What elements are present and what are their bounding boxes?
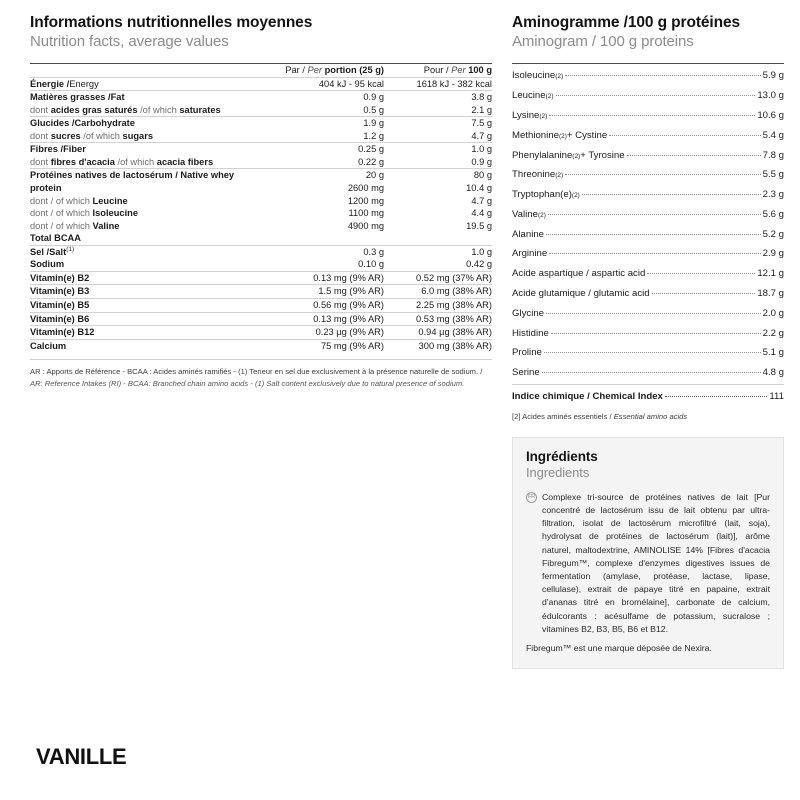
leader-dots [652, 293, 756, 294]
table-row [30, 232, 492, 245]
leader-dots [546, 313, 761, 314]
leader-dots [542, 372, 761, 373]
ingredients-text: Complexe tri-source de protéines natives de lait [Pur concentré de lactosérum issu de lait obtenu par ultra-filtration, isolat de lactosérum microfiltré (lait, soja), hydrolysat de protéines de lactosérum (lait)], arôme naturel, maltodextrine, AMINOLISE 14% [Fibres d'acacia Fibregum™, complexe d'enzymes digestives issues de fermentation (amylase, protéase, lactase, lipase, cellulase), extrait de papaye titré en papaine, extrait d'ananas titré en bromélaine], carbonate de calcium, édulcorants : acésulfame de potassium, sucralose ; vitamines B2, B3, B5, B6 et B12. [542, 491, 770, 634]
row-label-energy: Énergie /Energy [30, 77, 266, 91]
col-header-label [30, 64, 266, 78]
amino-name: Alanine [512, 228, 545, 240]
table-row [30, 77, 492, 91]
list-item [512, 363, 784, 383]
table-row [30, 156, 492, 169]
row-value-bcaa-100g: 19.5 g [466, 220, 492, 231]
row-value-protein-portion: 20 g [266, 169, 384, 182]
amino-name: Lysine [512, 109, 540, 121]
row-label-vitamin-b12: Vitamin(e) B12 [30, 326, 266, 340]
amino-value: 5.4 g [762, 129, 784, 141]
col-header-per-portion: Par / Per portion (25 g) [266, 64, 384, 78]
row-value-fiber-portion: 0.25 g [266, 143, 384, 156]
list-item [512, 145, 784, 165]
amino-sup: (2) [539, 112, 548, 120]
ingredients-panel [512, 437, 784, 670]
row-value-leucine-100g: 10.4 g [466, 182, 492, 193]
leader-dots [549, 115, 755, 116]
fr-flag-icon: FR [526, 492, 537, 503]
row-value-sugars-portion: 1.2 g [363, 130, 384, 141]
nutrition-footnote [30, 359, 492, 389]
aminogram-footnote [512, 412, 784, 423]
leader-dots [556, 95, 756, 96]
footnote-en: AR: Reference Intakes (RI) - BCAA: Branched chain amino acids - (1) Salt content exclusively due to natural presence of sodium. [30, 378, 465, 388]
amino-name: Threonine [512, 169, 556, 181]
amino-name: Tryptophan(e) [512, 189, 572, 201]
amino-value: 10.6 g [757, 109, 784, 121]
row-value-b12-portion: 0.23 µg (9% AR) [266, 326, 384, 340]
amino-name: Acide aspartique / aspartic acid [512, 268, 646, 280]
amino-name: Serine [512, 367, 540, 379]
row-label-vitamin-b3: Vitamin(e) B3 [30, 285, 266, 299]
list-item [512, 303, 784, 323]
table-row [30, 298, 492, 312]
leader-dots [548, 214, 761, 215]
aminogram-column [512, 14, 784, 669]
ingredients-title-fr: Ingrédients [526, 448, 598, 464]
leader-dots [565, 75, 761, 76]
amino-sup: (2) [572, 152, 581, 160]
trademark-note: Fibregum™ est une marque déposée de Nexira. [526, 643, 712, 654]
leader-dots [546, 234, 761, 235]
nutrition-title-fr: Informations nutritionnelles moyennes [30, 14, 313, 31]
row-value-sugars-100g: 4.7 g [471, 130, 492, 141]
nutrition-table [30, 63, 492, 352]
amino-value: 7.8 g [762, 149, 784, 161]
table-row [30, 207, 492, 220]
amino-name: Histidine [512, 327, 549, 339]
list-item [512, 125, 784, 145]
amino-value: 2.3 g [762, 189, 784, 201]
row-value-valine-portion: 1100 mg [348, 208, 384, 219]
amino-name: Methionine [512, 129, 559, 141]
list-item [512, 106, 784, 126]
row-value-fiber-100g: 1.0 g [384, 143, 492, 156]
amino-sup: (2) [537, 211, 546, 219]
amino-value: 5.2 g [762, 228, 784, 240]
amino-value: 5.6 g [762, 208, 784, 220]
aminogram-footnote-en: Essential amino acids [613, 411, 688, 421]
row-value-b12-100g: 0.94 µg (38% AR) [384, 326, 492, 340]
amino-value: 5.5 g [762, 169, 784, 181]
row-label-fat: Matières grasses /Fat [30, 91, 266, 104]
footnote-fr: AR : Apports de Référence - BCAA : Acides aminés ramifiés - (1) Teneur en sel due exclusivement à la présence naturelle de sodium. / [30, 367, 483, 377]
row-label-vitamin-b5: Vitamin(e) B5 [30, 298, 266, 312]
amino-name: Isoleucine [512, 70, 556, 82]
row-label-isoleucine: dont / of which Isoleucine [30, 208, 139, 219]
row-label-salt: Sel /Salt$^{(1)}$ [30, 245, 266, 258]
row-value-bcaa-spacer1 [266, 232, 384, 245]
list-item [512, 205, 784, 225]
chemical-index-label: Indice chimique / Chemical Index [512, 390, 663, 402]
amino-value: 2.9 g [762, 248, 784, 260]
amino-value: 18.7 g [757, 288, 784, 300]
amino-value: 5.9 g [762, 70, 784, 82]
salt-footnote-marker: (1) [66, 245, 75, 253]
list-item [512, 264, 784, 284]
row-value-protein-100g: 80 g [384, 169, 492, 182]
row-label-whey-protein-cont: protein [30, 182, 62, 193]
table-row [30, 245, 492, 258]
amino-sup: (2) [571, 192, 580, 200]
table-row [30, 91, 492, 104]
leader-dots [549, 253, 760, 254]
amino-name: Acide glutamique / glutamic acid [512, 288, 650, 300]
list-item [512, 284, 784, 304]
row-label-acacia-fibers: dont fibres d'acacia /of which acacia fibers [30, 156, 214, 167]
flavour-label: VANILLE [36, 744, 127, 769]
table-row [30, 312, 492, 326]
row-value-energy-portion: 404 kJ - 95 kcal [266, 77, 384, 91]
amino-name: Valine [512, 208, 538, 220]
row-label-whey-protein: Protéines natives de lactosérum / Native whey [30, 169, 266, 182]
row-value-energy-100g: 1618 kJ - 382 kcal [384, 77, 492, 91]
amino-name: Glycine [512, 307, 544, 319]
table-row [30, 285, 492, 299]
list-item [512, 66, 784, 86]
row-value-b5-100g: 2.25 mg (38% AR) [384, 298, 492, 312]
table-row [30, 169, 492, 182]
row-value-isoleucine-100g: 4.7 g [471, 195, 492, 206]
row-value-salt-portion: 0.3 g [266, 245, 384, 258]
row-label-total-bcaa: Total BCAA [30, 233, 81, 244]
row-label-vitamin-b2: Vitamin(e) B2 [30, 271, 266, 285]
aminogram-title-fr: Aminogramme /100 g protéines [512, 14, 741, 31]
leader-dots [565, 174, 761, 175]
leader-dots [551, 333, 761, 334]
amino-suffix: + Tyrosine [580, 149, 625, 161]
row-value-b3-100g: 6.0 mg (38% AR) [384, 285, 492, 299]
row-label-carbohydrate: Glucides /Carbohydrate [30, 117, 266, 130]
row-value-calcium-portion: 75 mg (9% AR) [266, 339, 384, 352]
aminogram-title-en: Aminogram / 100 g proteins [512, 33, 694, 51]
amino-value: 12.1 g [757, 268, 784, 280]
nutrition-column [30, 14, 492, 389]
list-item [512, 244, 784, 264]
table-row [30, 195, 492, 208]
row-value-b6-100g: 0.53 mg (38% AR) [384, 312, 492, 326]
row-label-leucine: dont / of which Leucine [30, 195, 128, 206]
amino-sup: (2) [558, 132, 567, 140]
row-value-b5-portion: 0.56 mg (9% AR) [266, 298, 384, 312]
amino-name: Arginine [512, 248, 548, 260]
row-value-calcium-100g: 300 mg (38% AR) [384, 339, 492, 352]
table-row [30, 130, 492, 143]
row-value-bcaa-portion: 4900 mg [347, 220, 384, 231]
chemical-index-row [512, 384, 784, 406]
table-row [30, 182, 492, 195]
row-label-saturates: dont acides gras saturés /of which saturates [30, 104, 221, 115]
row-value-fat-portion: 0.9 g [266, 91, 384, 104]
row-label-sodium: Sodium [30, 259, 65, 270]
row-label-valine: dont / of which Valine [30, 220, 120, 231]
row-value-fat-100g: 3.8 g [384, 91, 492, 104]
list-item [512, 86, 784, 106]
row-value-sodium-100g: 0.42 g [466, 259, 492, 270]
table-header-row [30, 64, 492, 78]
list-item [512, 224, 784, 244]
list-item [512, 323, 784, 343]
row-value-b3-portion: 1.5 mg (9% AR) [266, 285, 384, 299]
row-value-b2-100g: 0.52 mg (37% AR) [384, 271, 492, 285]
table-row [30, 339, 492, 352]
row-label-sugars: dont sucres /of which sugars [30, 130, 154, 141]
leader-dots [627, 155, 761, 156]
leader-dots [609, 135, 761, 136]
leader-dots [647, 273, 755, 274]
table-row [30, 143, 492, 156]
amino-value: 13.0 g [757, 90, 784, 102]
table-row [30, 117, 492, 130]
amino-name: Leucine [512, 90, 546, 102]
amino-suffix: + Cystine [566, 129, 608, 141]
ingredients-title-en: Ingredients [526, 465, 590, 481]
row-value-b2-portion: 0.13 mg (9% AR) [266, 271, 384, 285]
row-value-acacia-portion: 0.22 g [358, 156, 384, 167]
row-value-salt-100g: 1.0 g [384, 245, 492, 258]
amino-value: 2.0 g [762, 307, 784, 319]
row-value-saturates-portion: 0.5 g [363, 104, 384, 115]
amino-value: 4.8 g [762, 367, 784, 379]
list-item [512, 165, 784, 185]
chemical-index-value: 111 [769, 390, 784, 402]
row-value-saturates-100g: 2.1 g [471, 104, 492, 115]
leader-dots [582, 194, 761, 195]
row-value-bcaa-spacer2 [384, 232, 492, 245]
row-value-carbohydrate-portion: 1.9 g [266, 117, 384, 130]
table-row [30, 271, 492, 285]
nutrition-title-en: Nutrition facts, average values [30, 33, 229, 51]
row-value-acacia-100g: 0.9 g [471, 156, 492, 167]
row-value-carbohydrate-100g: 7.5 g [384, 117, 492, 130]
leader-dots [544, 352, 761, 353]
amino-value: 2.2 g [762, 327, 784, 339]
row-label-fiber: Fibres /Fiber [30, 143, 266, 156]
list-item [512, 343, 784, 363]
leader-dots [665, 396, 768, 397]
row-value-leucine-portion: 2600 mg [347, 182, 384, 193]
aminogram-list [512, 63, 784, 406]
amino-sup: (2) [555, 73, 564, 81]
table-row [30, 220, 492, 233]
aminogram-footnote-fr: [2] Acides aminés essentiels / [512, 411, 614, 421]
amino-sup: (2) [555, 172, 564, 180]
row-value-isoleucine-portion: 1200 mg [347, 195, 384, 206]
table-row [30, 104, 492, 117]
list-item [512, 185, 784, 205]
table-row [30, 326, 492, 340]
row-label-calcium: Calcium [30, 339, 266, 352]
row-value-b6-portion: 0.13 mg (9% AR) [266, 312, 384, 326]
amino-value: 5.1 g [762, 347, 784, 359]
row-value-sodium-portion: 0.10 g [358, 259, 384, 270]
amino-name: Phenylalanine [512, 149, 573, 161]
col-header-per-100g: Pour / Per 100 g [384, 64, 492, 78]
amino-name: Proline [512, 347, 542, 359]
row-value-valine-100g: 4.4 g [471, 208, 492, 219]
amino-sup: (2) [545, 93, 554, 101]
table-row [30, 258, 492, 271]
row-label-vitamin-b6: Vitamin(e) B6 [30, 312, 266, 326]
